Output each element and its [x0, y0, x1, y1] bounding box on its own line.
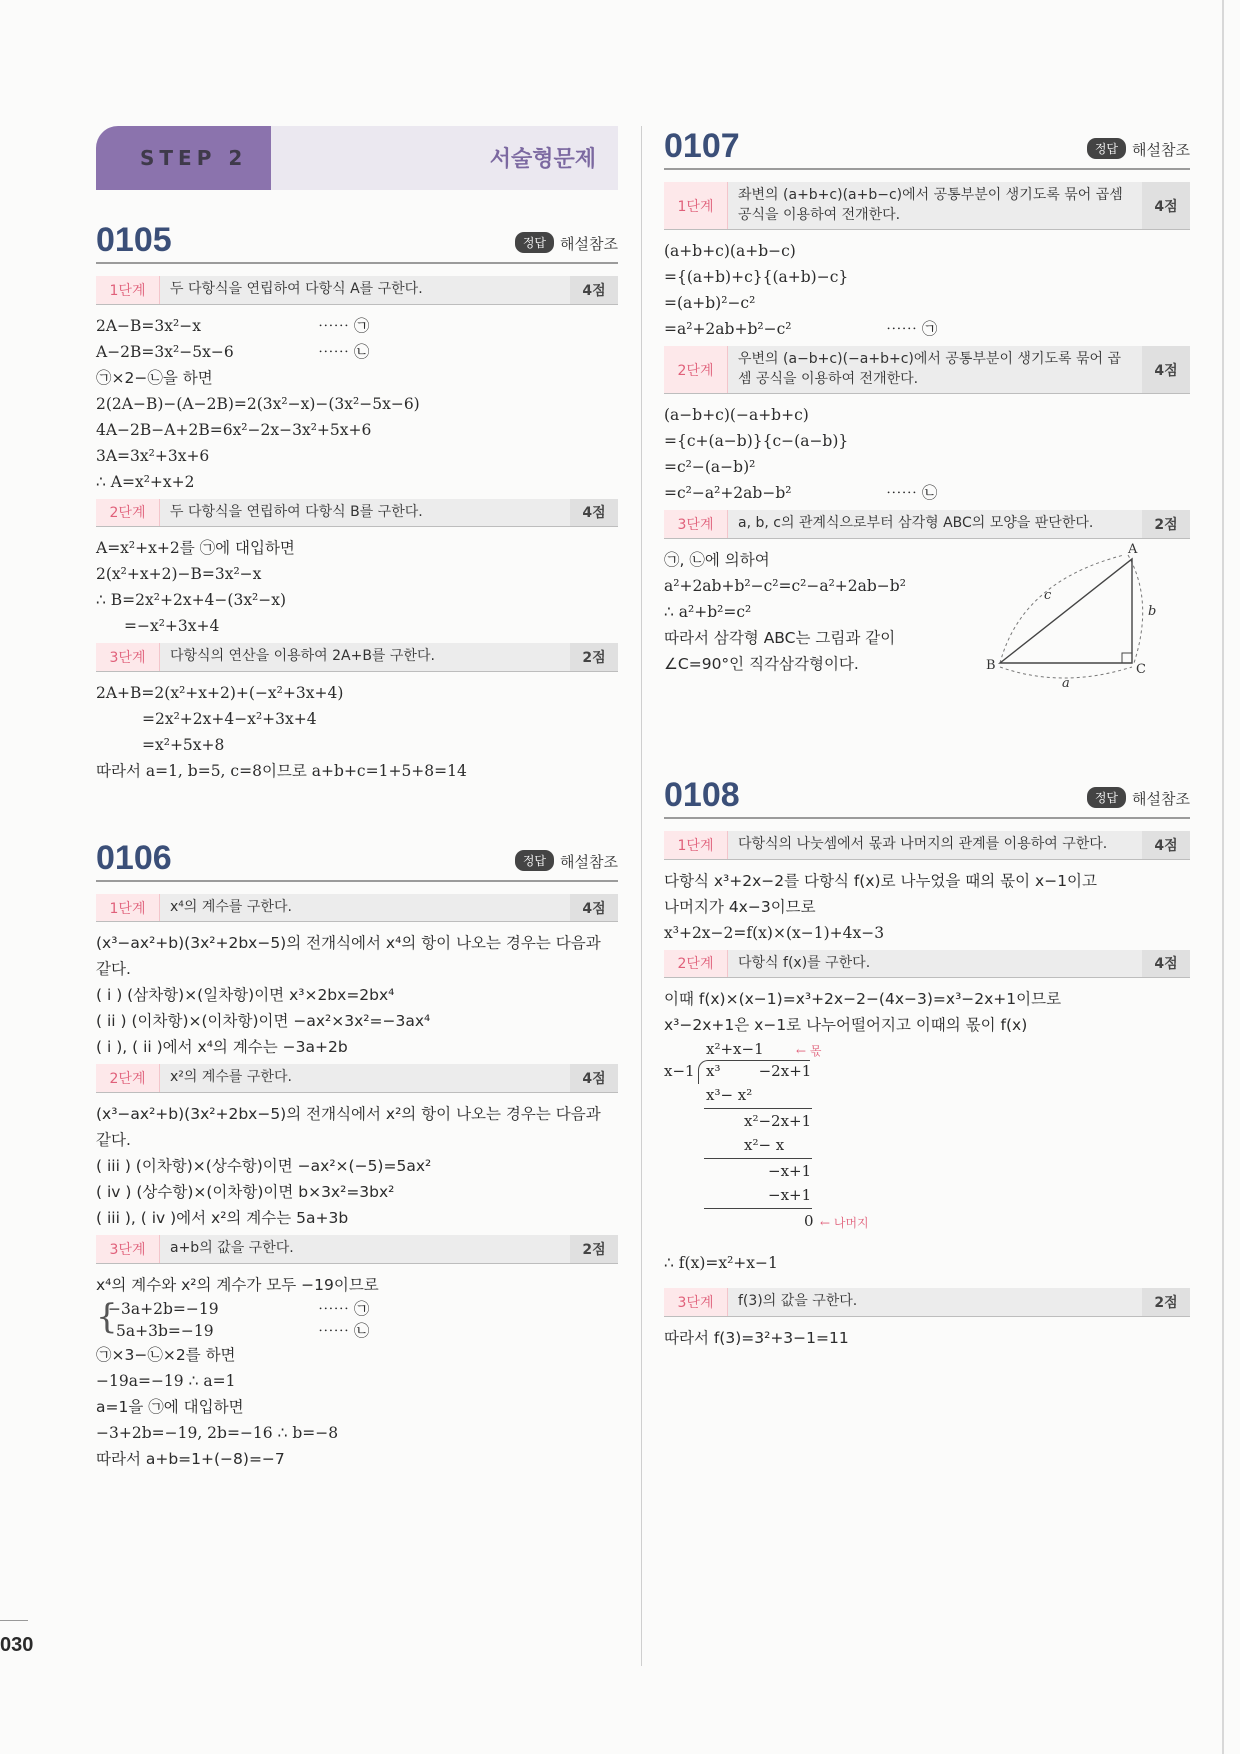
stage-3	[96, 1235, 618, 1264]
answer-ref	[515, 232, 618, 254]
math-line: ∴ a²+b²=c²	[664, 602, 752, 621]
stage-tag: 1단계	[664, 831, 728, 859]
stage-1	[96, 276, 618, 305]
stage-points: 2점	[1142, 510, 1190, 538]
text-line: 따라서 f(3)=3²+3−1=11	[664, 1328, 849, 1347]
text-line: x⁴의 계수와 x²의 계수가 모두 −19이므로	[96, 1275, 379, 1294]
stage-points: 4점	[1142, 346, 1190, 393]
arc-c	[1000, 555, 1124, 663]
text-line: ㉠×3−㉡×2를 하면	[96, 1345, 236, 1364]
stage-desc: 두 다항식을 연립하여 다항식 B를 구한다.	[170, 503, 423, 520]
stage-tag: 2단계	[96, 499, 160, 527]
division-dividend: x³ −2x+1	[706, 1062, 812, 1081]
answer-ref	[1087, 787, 1190, 809]
stage-points: 2점	[1142, 1288, 1190, 1316]
long-division	[664, 1040, 1190, 1240]
problem-number: 0106	[96, 838, 172, 877]
stage-tag: 2단계	[664, 950, 728, 978]
stage-tag: 1단계	[96, 276, 160, 304]
math-line: =c²−(a−b)²	[664, 458, 756, 477]
division-quotient: x²+x−1	[706, 1040, 764, 1059]
stage-3	[664, 1288, 1190, 1317]
right-angle-mark	[1122, 653, 1132, 663]
stage-2	[664, 950, 1190, 979]
division-row: x²−2x+1	[744, 1112, 812, 1131]
text-line: (x³−ax²+b)(3x²+2bx−5)의 전개식에서 x²의 항이 나오는 경우는 다음과	[96, 1104, 601, 1123]
text-line: ( iii ) (이차항)×(상수항)이면 −ax²×(−5)=5ax²	[96, 1156, 432, 1175]
text-line: ( iii ), ( iv )에서 x²의 계수는 5a+3b	[96, 1208, 349, 1227]
math-line: −3+2b=−19, 2b=−16 ∴ b=−8	[96, 1423, 339, 1442]
stage-desc: a, b, c의 관계식으로부터 삼각형 ABC의 모양을 판단한다.	[738, 515, 1094, 532]
stage-desc: 좌변의 (a+b+c)(a+b−c)에서 공통부분이 생기도록 묶어 곱셈 공식을 이용하여 전개한다.	[738, 187, 1123, 223]
side-a-label: a	[1062, 675, 1070, 691]
math-line: 2A−B=3x²−x ⋯⋯ ㉠	[96, 316, 370, 335]
answer-text: 해설참조	[560, 852, 618, 871]
text-line: ( i ) (삼차항)×(일차항)이면 x³×2bx=2bx⁴	[96, 986, 395, 1005]
step-bar	[271, 126, 618, 190]
stage-desc: a+b의 값을 구한다.	[170, 1239, 294, 1256]
stage-desc: 우변의 (a−b+c)(−a+b+c)에서 공통부분이 생기도록 묶어 곱셈 공식을 이용하여 전개한다.	[738, 351, 1121, 387]
step-tab	[96, 126, 271, 190]
system-line: 5a+3b=−19 ⋯⋯ ㉡	[116, 1321, 370, 1340]
problem-header	[96, 832, 618, 882]
text-line: ( iv ) (상수항)×(이차항)이면 b×3x²=3bx²	[96, 1182, 395, 1201]
right-triangle-figure	[982, 541, 1162, 691]
math-line: =a²+2ab+b²−c² ⋯⋯ ㉠	[664, 320, 938, 339]
triangle-svg	[982, 541, 1162, 691]
stage-points: 4점	[1142, 182, 1190, 229]
quotient-label: ← 몫	[796, 1044, 822, 1059]
problem-header	[664, 126, 1190, 170]
answer-ref	[1087, 138, 1190, 160]
triangle-shape	[1000, 559, 1132, 663]
division-row: x²− x	[744, 1136, 785, 1155]
page-number: 030	[0, 1634, 34, 1656]
stage-points: 4점	[1142, 950, 1190, 978]
answer-badge: 정답	[515, 850, 554, 871]
stage-2	[96, 1064, 618, 1093]
stage-points: 2점	[570, 1235, 618, 1263]
stage-points: 4점	[570, 276, 618, 304]
answer-ref	[515, 850, 618, 872]
stage-points: 4점	[570, 1064, 618, 1092]
answer-text: 해설참조	[1132, 789, 1190, 808]
left-column	[96, 126, 618, 1472]
text-line: 같다.	[96, 1130, 131, 1149]
math-line: a²+2ab+b²−c²=c²−a²+2ab−b²	[664, 576, 906, 595]
math-line: ={c+(a−b)}{c−(a−b)}	[664, 432, 849, 451]
stage-tag: 1단계	[664, 182, 728, 229]
text-line: 나머지가 4x−3이므로	[664, 897, 816, 916]
stage-1	[664, 831, 1190, 860]
stage-tag: 1단계	[96, 894, 160, 922]
stage-desc: x²의 계수를 구한다.	[170, 1069, 292, 1086]
math-line: =(a+b)²−c²	[664, 294, 756, 313]
stage-1	[96, 894, 618, 923]
problem-0108	[664, 773, 1190, 1351]
stage-desc: f(3)의 값을 구한다.	[738, 1293, 858, 1310]
problem-0107	[664, 126, 1190, 691]
math-line: 2A+B=2(x²+x+2)+(−x²+3x+4)	[96, 683, 344, 702]
text-line: 이때 f(x)×(x−1)=x³+2x−2−(4x−3)=x³−2x+1이므로	[664, 990, 1062, 1009]
math-line: 2(2A−B)−(A−2B)=2(3x²−x)−(3x²−5x−6)	[96, 394, 420, 413]
step-banner	[96, 126, 618, 190]
text-line: ( ii ) (이차항)×(이차항)이면 −ax²×3x²=−3ax⁴	[96, 1012, 431, 1031]
math-line: 3A=3x²+3x+6	[96, 446, 210, 465]
answer-badge: 정답	[1087, 787, 1126, 808]
answer-text: 해설참조	[560, 235, 618, 253]
vertex-c-label: C	[1136, 661, 1146, 677]
math-line: A−2B=3x²−5x−6 ⋯⋯ ㉡	[96, 342, 370, 361]
math-line: (a+b+c)(a+b−c)	[664, 242, 796, 261]
math-line: x³+2x−2=f(x)×(x−1)+4x−3	[664, 923, 885, 942]
right-column	[664, 126, 1190, 1351]
math-line: ∴ B=2x²+2x+4−(3x²−x)	[96, 591, 287, 610]
answer-badge: 정답	[515, 232, 554, 253]
problem-number: 0105	[96, 221, 172, 259]
text-line: 다항식 x³+2x−2를 다항식 f(x)로 나누었을 때의 몫이 x−1이고	[664, 871, 1098, 890]
column-divider	[641, 126, 642, 1666]
problem-number: 0107	[664, 127, 740, 165]
remainder-label: ← 나머지	[820, 1216, 869, 1231]
math-line: 따라서 a=1, b=5, c=8이므로 a+b+c=1+5+8=14	[96, 761, 467, 780]
stage-tag: 2단계	[664, 346, 728, 393]
vertex-a-label: A	[1128, 541, 1138, 557]
text-line: a=1을 ㉠에 대입하면	[96, 1397, 244, 1416]
text-line: ㉠×2−㉡을 하면	[96, 368, 213, 387]
math-line: ={(a+b)+c}{(a+b)−c}	[664, 268, 849, 287]
division-row: x³− x²	[706, 1086, 753, 1105]
problem-0106	[96, 832, 618, 1472]
math-line: A=x²+x+2를 ㉠에 대입하면	[96, 539, 295, 558]
math-line: ∴ A=x²+x+2	[96, 472, 195, 491]
stage-points: 4점	[1142, 831, 1190, 859]
problem-header	[96, 214, 618, 264]
division-remainder: 0	[804, 1212, 814, 1231]
stage-points: 2점	[570, 643, 618, 671]
math-line: =−x²+3x+4	[124, 617, 220, 636]
problem-number: 0108	[664, 775, 740, 814]
math-line: (a−b+c)(−a+b+c)	[664, 406, 809, 425]
stage-tag: 3단계	[96, 1235, 160, 1263]
division-row: −x+1	[768, 1186, 812, 1205]
math-line: =c²−a²+2ab−b² ⋯⋯ ㉡	[664, 484, 938, 503]
math-line: =x²+5x+8	[142, 735, 225, 754]
math-line: 2(x²+x+2)−B=3x²−x	[96, 565, 262, 584]
stage-points: 4점	[570, 894, 618, 922]
text-line: ∠C=90°인 직각삼각형이다.	[664, 654, 859, 673]
stage-2	[96, 499, 618, 528]
system-line: { −3a+2b=−19 ⋯⋯ ㉠	[96, 1296, 370, 1337]
stage-3	[96, 643, 618, 672]
stage-2	[664, 346, 1190, 394]
math-line: 4A−2B−A+2B=6x²−2x−3x²+5x+6	[96, 420, 372, 439]
division-rule	[704, 1208, 812, 1209]
page-edge	[1222, 0, 1224, 1754]
answer-badge: 정답	[1087, 138, 1126, 159]
stage-3	[664, 510, 1190, 539]
stage-points: 4점	[570, 499, 618, 527]
stage-tag: 3단계	[96, 643, 160, 671]
text-line: (x³−ax²+b)(3x²+2bx−5)의 전개식에서 x⁴의 항이 나오는 경우는 다음과	[96, 934, 601, 953]
stage-desc: 다항식 f(x)를 구한다.	[738, 954, 871, 971]
stage-tag: 2단계	[96, 1064, 160, 1092]
division-rule	[704, 1108, 812, 1109]
division-rule	[704, 1158, 812, 1159]
step-label: STEP 2	[140, 146, 248, 170]
problem-0105	[96, 214, 618, 784]
stage-desc: x⁴의 계수를 구한다.	[170, 898, 292, 915]
stage-desc: 다항식의 나눗셈에서 몫과 나머지의 관계를 이용하여 구한다.	[738, 835, 1108, 852]
stage-1	[664, 182, 1190, 230]
math-line: ∴ f(x)=x²+x−1	[664, 1254, 778, 1273]
division-divisor: x−1	[664, 1062, 695, 1081]
stage-desc: 두 다항식을 연립하여 다항식 A를 구한다.	[170, 281, 423, 297]
answer-text: 해설참조	[1132, 141, 1190, 159]
step-title: 서술형문제	[489, 147, 596, 172]
text-line: x³−2x+1은 x−1로 나누어떨어지고 이때의 몫이 f(x)	[664, 1016, 1028, 1035]
triangle-section	[664, 541, 1190, 691]
page-number-rule	[0, 1620, 28, 1621]
text-line: 따라서 삼각형 ABC는 그림과 같이	[664, 628, 896, 647]
text-line: 따라서 a+b=1+(−8)=−7	[96, 1449, 285, 1468]
math-line: =2x²+2x+4−x²+3x+4	[142, 709, 317, 728]
vertex-b-label: B	[986, 657, 996, 673]
text-line: 같다.	[96, 960, 131, 979]
side-c-label: c	[1044, 587, 1052, 603]
text-line: ㉠, ㉡에 의하여	[664, 550, 770, 569]
problem-header	[664, 773, 1190, 819]
stage-desc: 다항식의 연산을 이용하여 2A+B를 구한다.	[170, 648, 435, 665]
arc-b	[1128, 555, 1143, 663]
division-row: −x+1	[768, 1162, 812, 1181]
side-b-label: b	[1148, 603, 1157, 619]
stage-tag: 3단계	[664, 510, 728, 538]
text-line: ( i ), ( ii )에서 x⁴의 계수는 −3a+2b	[96, 1038, 348, 1057]
math-line: −19a=−19 ∴ a=1	[96, 1371, 236, 1390]
stage-tag: 3단계	[664, 1288, 728, 1316]
